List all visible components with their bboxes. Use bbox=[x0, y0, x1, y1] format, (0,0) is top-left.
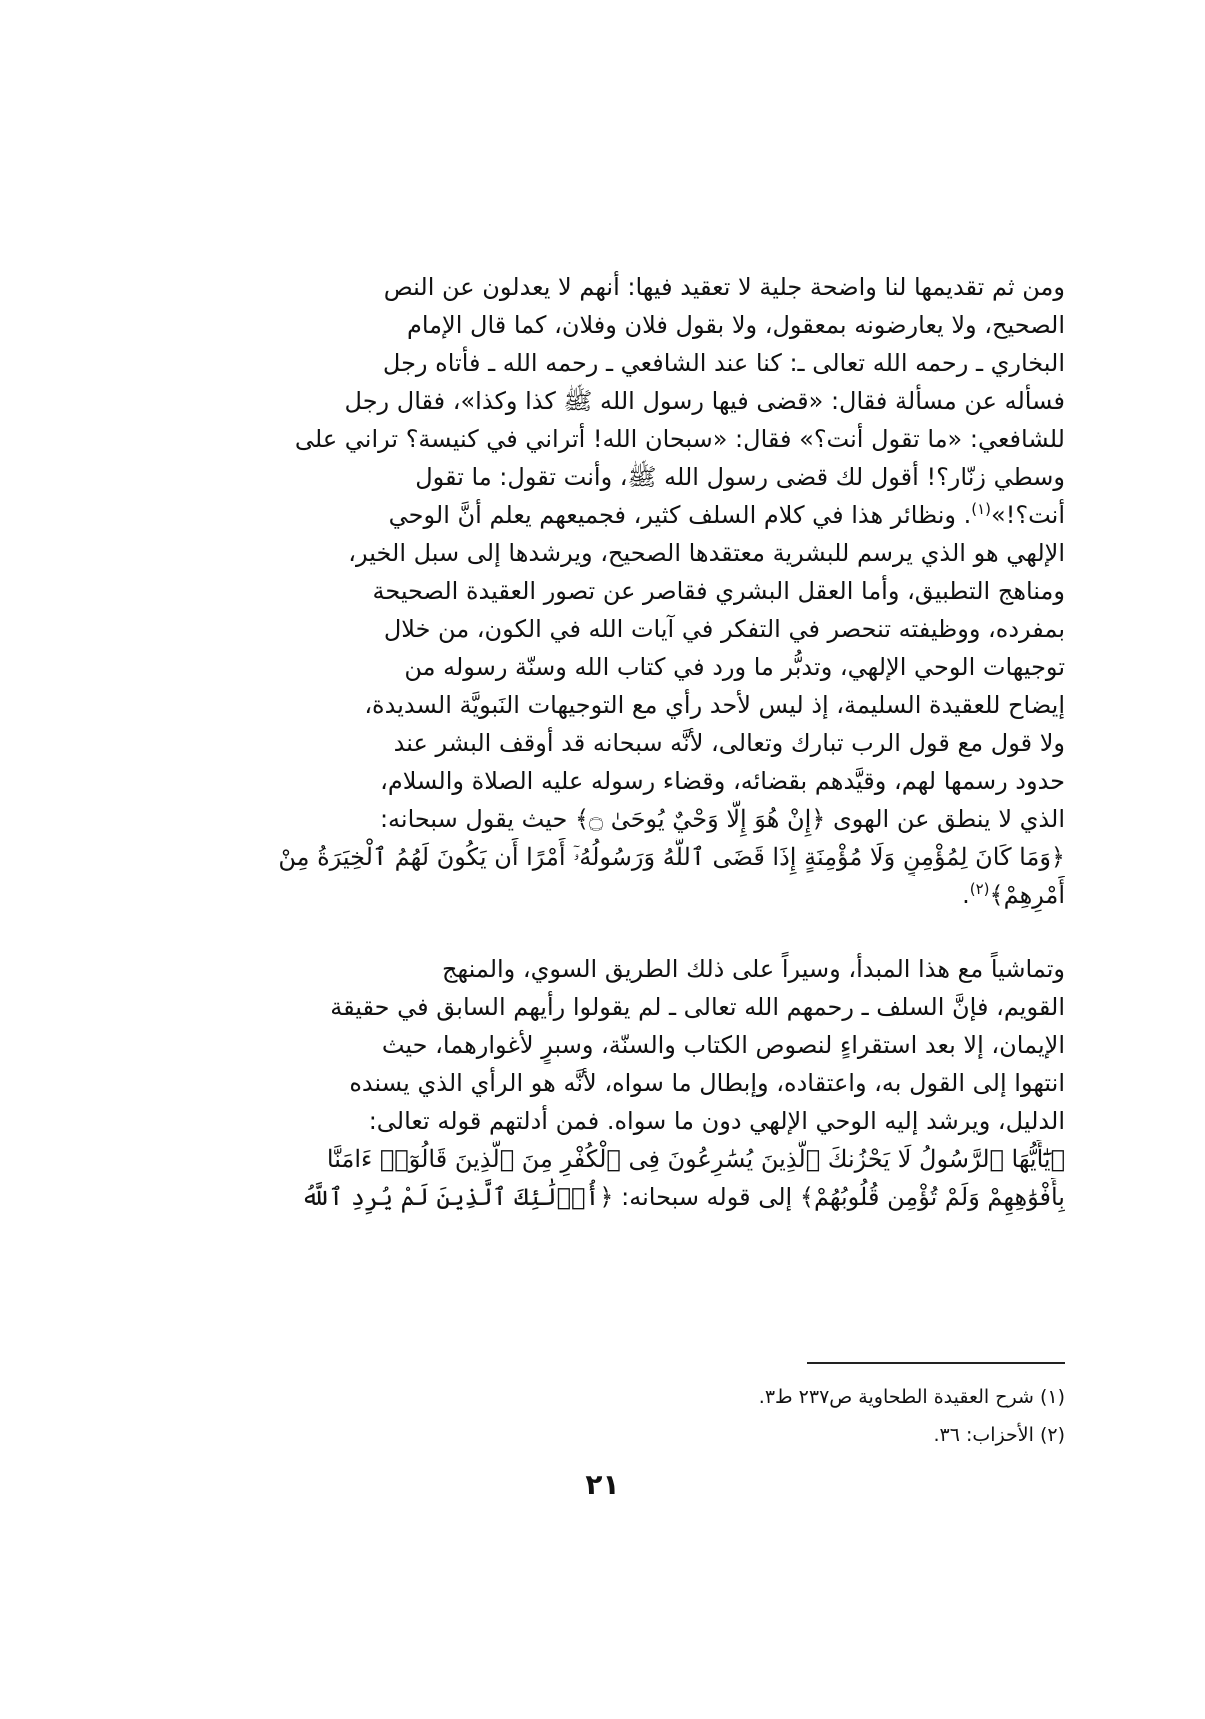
text-line: الدليل، ويرشد إليه الوحي الإلهي دون ما سواه. فمن أدلتهم قوله تعالى: bbox=[368, 1107, 1065, 1135]
text-segment: . bbox=[962, 881, 970, 909]
text-line bbox=[193, 1178, 1065, 1216]
text-line bbox=[193, 800, 1065, 838]
footnote-2: (٢) الأحزاب: ٣٦. bbox=[933, 1424, 1065, 1446]
text-line: بمفرده، ووظيفته تنحصر في التفكر في آيات الله في الكون، من خلال bbox=[383, 615, 1065, 643]
text-line: حدود رسمها لهم، وقيَّدهم بقضائه، وقضاء رسوله عليه الصلاة والسلام، bbox=[380, 767, 1065, 795]
paragraph-2 bbox=[193, 950, 1065, 1216]
text-line: القويم، فإنَّ السلف ـ رحمهم الله تعالى ـ لم يقولوا رأيهم السابق في حقيقة bbox=[330, 993, 1065, 1021]
paragraph-1 bbox=[193, 268, 1065, 914]
text-line: ولا قول مع قول الرب تبارك وتعالى، لأنَّه سبحانه قد أوقف البشر عند bbox=[393, 729, 1065, 757]
text-line: توجيهات الوحي الإلهي، وتدبُّر ما ورد في كتاب الله وسنّة رسوله من bbox=[404, 653, 1065, 681]
text-line: وسطي زنّار؟! أقول لك قضى رسول الله ﷺ، وأنت تقول: ما تقول bbox=[415, 463, 1065, 491]
page-number: ٢١ bbox=[585, 1468, 620, 1501]
text-line: الإيمان، إلا بعد استقراءٍ لنصوص الكتاب والسنّة، وسبرٍ لأغوارهما، حيث bbox=[381, 1031, 1065, 1059]
text-line: الصحيح، ولا يعارضونه بمعقول، ولا بقول فلان وفلان، كما قال الإمام bbox=[407, 311, 1065, 339]
footnote-1: (١) شرح العقيدة الطحاوية ص٢٣٧ ط٣. bbox=[758, 1386, 1065, 1408]
quran-verse-line: ﴿وَمَا كَانَ لِمُؤْمِنٍ وَلَا مُؤْمِنَةٍ إِذَا قَضَى ٱللَّهُ وَرَسُولُهُۥٓ أَمْرًا أَن يَكُونَ لَهُمُ ٱلْخِيَرَةُ مِنْ bbox=[278, 843, 1065, 871]
text-segment: . ونظائر هذا في كلام السلف كثير، فجميعهم يعلم أنَّ الوحي bbox=[388, 501, 972, 529]
footnote-ref-1[interactable]: (١) bbox=[971, 500, 992, 518]
text-segment: الذي لا ينطق عن الهوى bbox=[832, 805, 1065, 833]
quran-verse: ﴿أُو۟لَٰٓئِكَ ٱلَّذِينَ لَمْ يُرِدِ ٱللَّهُ bbox=[301, 1183, 614, 1211]
text-line: إيضاح للعقيدة السليمة، إذ ليس لأحد رأي مع التوجيهات النَبويَّة السديدة، bbox=[364, 691, 1065, 719]
text-segment: حيث يقول سبحانه: bbox=[379, 805, 568, 833]
text-line bbox=[193, 496, 1065, 534]
text-line: وتماشياً مع هذا المبدأ، وسيراً على ذلك الطريق السوي، والمنهج bbox=[442, 955, 1065, 983]
footnotes bbox=[193, 1378, 1065, 1454]
text-line bbox=[193, 876, 1065, 914]
quran-verse-line: ﴿يَٰٓأَيُّهَا ٱلرَّسُولُ لَا يَحْزُنكَ ٱلَّذِينَ يُسَٰرِعُونَ فِى ٱلْكُفْرِ مِنَ ٱلَّذِينَ قَالُوٓا۟ ءَامَنَّا bbox=[326, 1145, 1065, 1173]
text-line: الإلهي هو الذي يرسم للبشرية معتقدها الصحيح، ويرشدها إلى سبل الخير، bbox=[348, 539, 1065, 567]
text-line: انتهوا إلى القول به، واعتقاده، وإبطال ما سواه، لأنَّه هو الرأي الذي يسنده bbox=[349, 1069, 1065, 1097]
quran-verse: أَمْرِهِمْ﴾ bbox=[989, 881, 1065, 909]
text-line: البخاري ـ رحمه الله تعالى ـ: كنا عند الشافعي ـ رحمه الله ـ فأتاه رجل bbox=[382, 349, 1065, 377]
text-line: للشافعي: «ما تقول أنت؟» فقال: «سبحان الله! أتراني في كنيسة؟ تراني على bbox=[294, 425, 1065, 453]
text-line: ومناهج التطبيق، وأما العقل البشري فقاصر عن تصور العقيدة الصحيحة bbox=[372, 577, 1065, 605]
text-segment: إلى قوله سبحانه: bbox=[621, 1183, 793, 1211]
text-segment: أنت؟!» bbox=[991, 501, 1065, 529]
footnote-divider bbox=[807, 1362, 1065, 1364]
quran-verse: ﴿إِنْ هُوَ إِلَّا وَحْيٌ يُوحَىٰ ۝﴾ bbox=[574, 805, 826, 833]
text-line: فسأله عن مسألة فقال: «قضى فيها رسول الله ﷺ كذا وكذا»، فقال رجل bbox=[344, 387, 1065, 415]
footnote-ref-2[interactable]: (٢) bbox=[969, 880, 990, 898]
text-line: ومن ثم تقديمها لنا واضحة جلية لا تعقيد فيها: أنهم لا يعدلون عن النص bbox=[383, 273, 1065, 301]
quran-verse: بِأَفْوَٰهِهِمْ وَلَمْ تُؤْمِن قُلُوبُهُمْ﴾ bbox=[799, 1183, 1065, 1211]
